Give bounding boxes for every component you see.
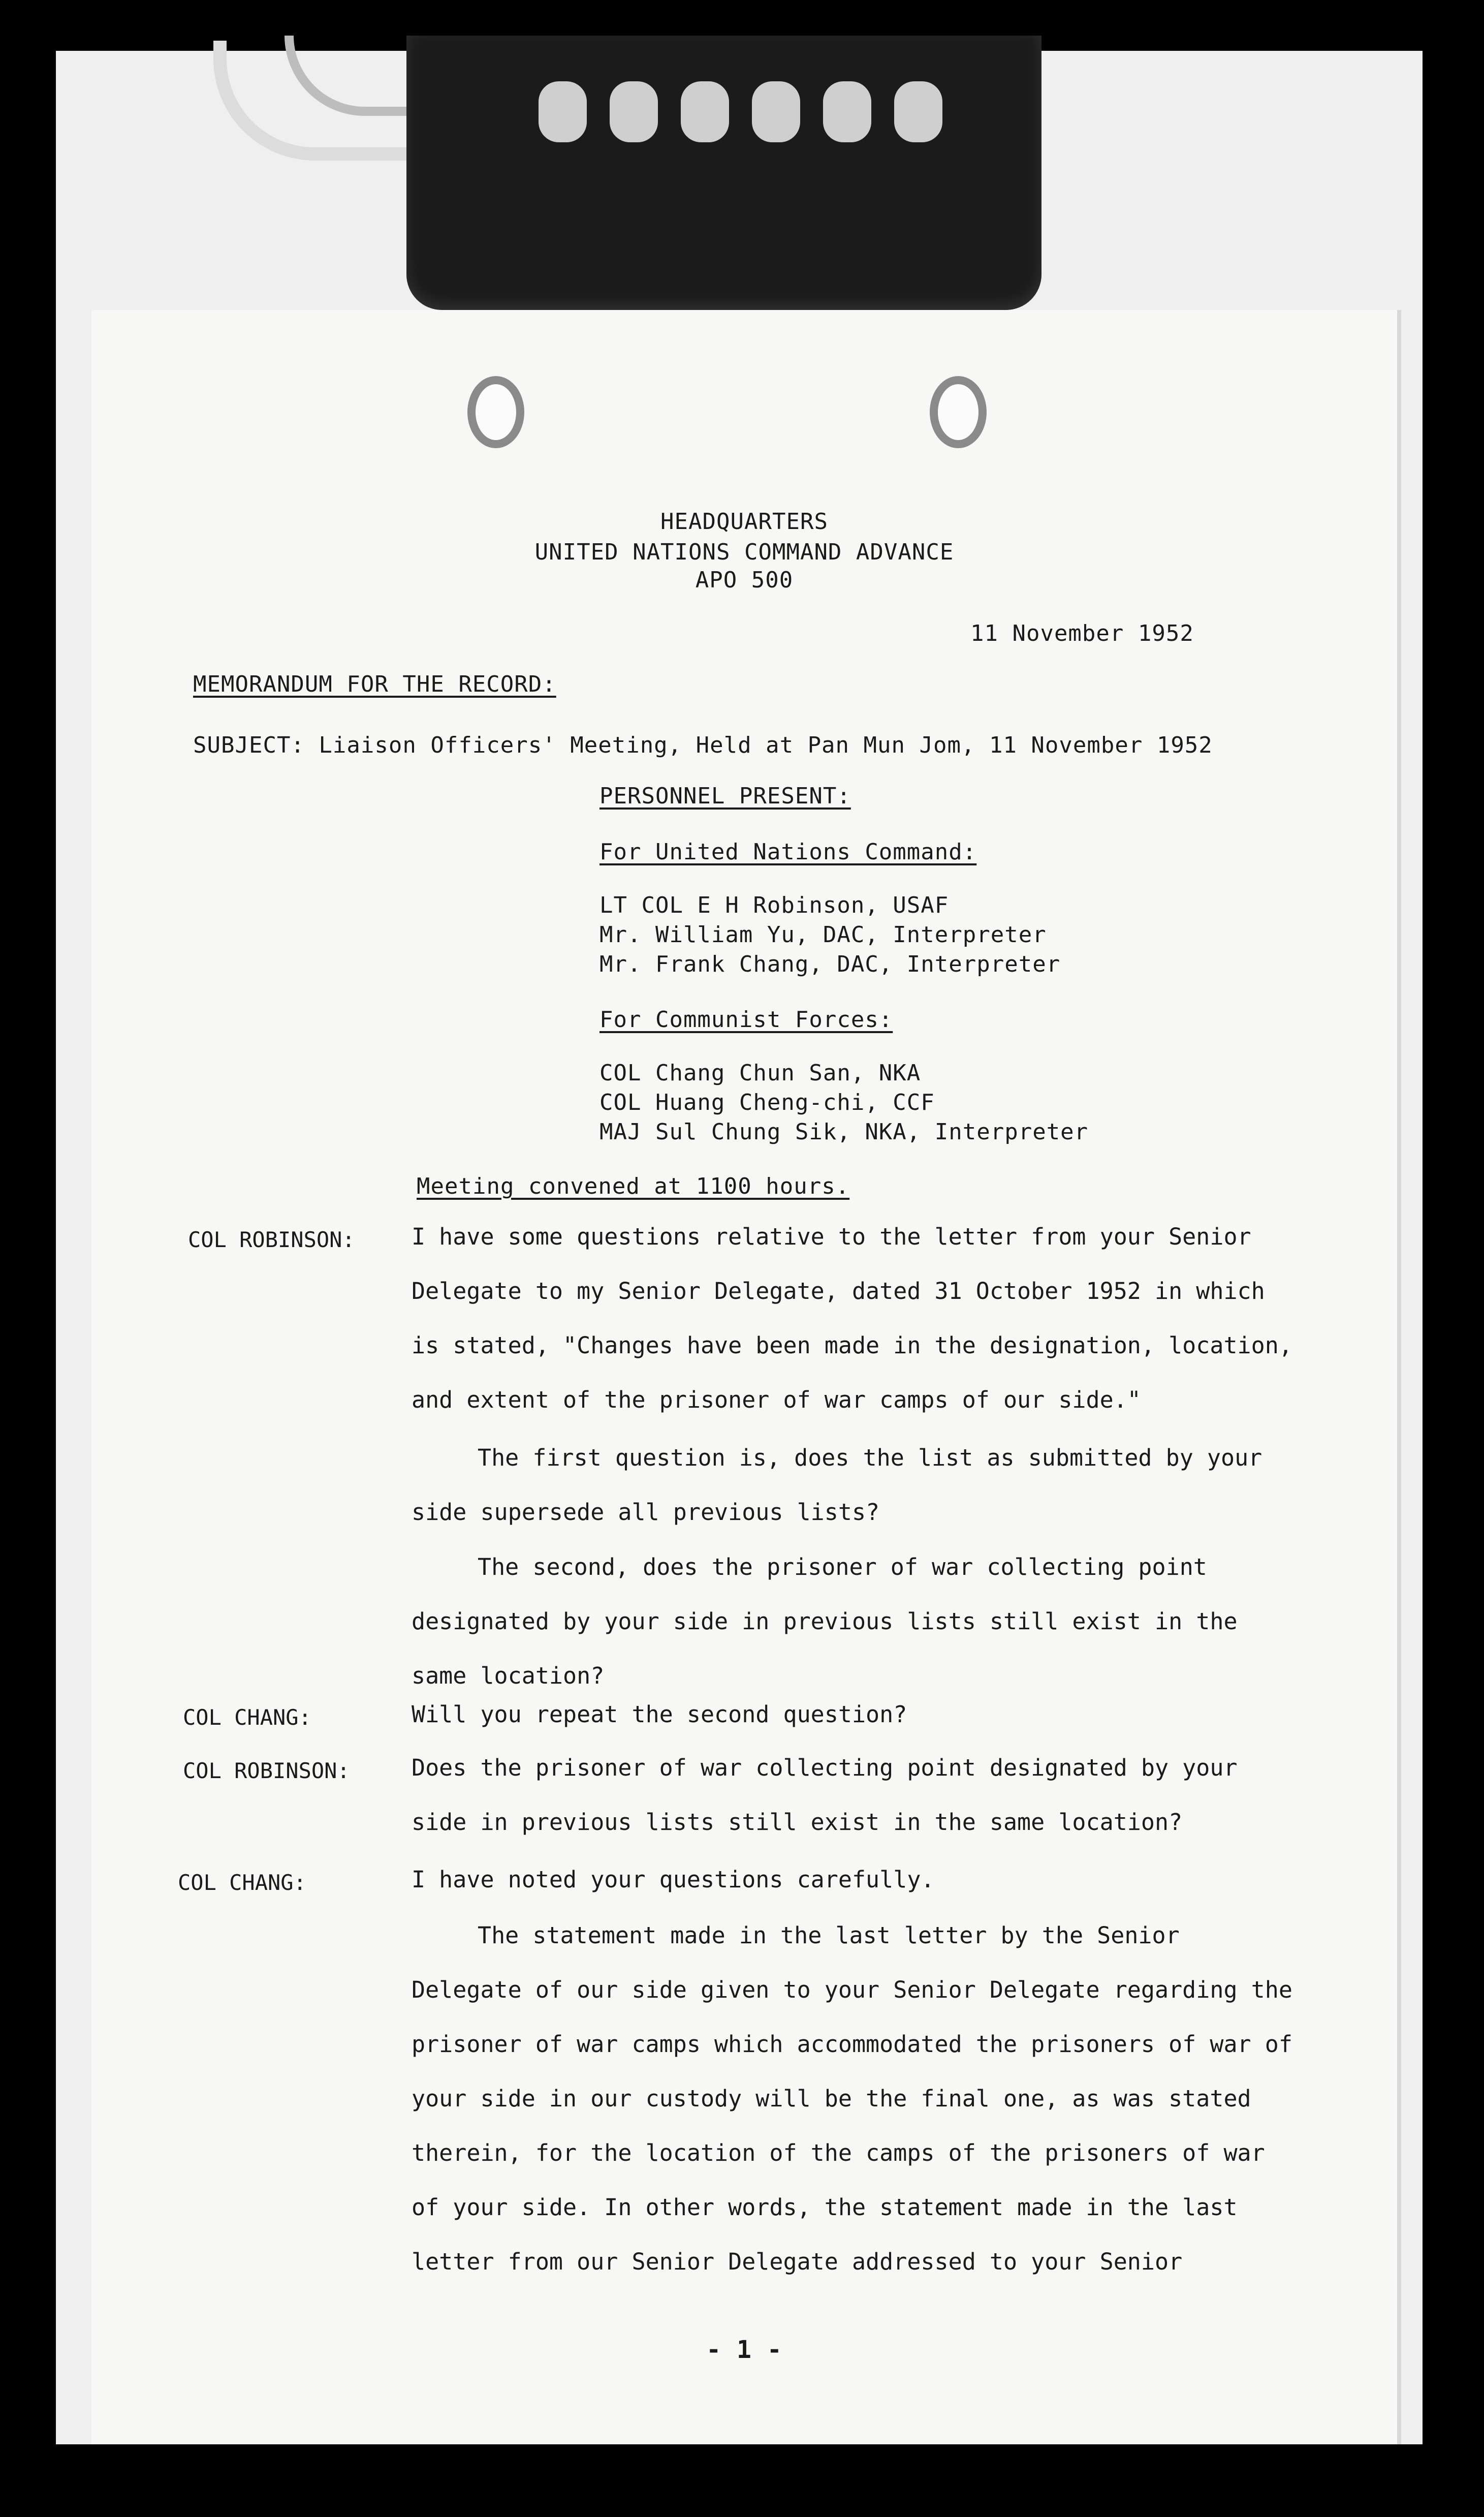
clip-knob bbox=[894, 81, 942, 142]
document-sheet bbox=[91, 310, 1397, 2444]
speaker-label: COL CHANG: bbox=[178, 1870, 306, 1895]
memo-date: 11 November 1952 bbox=[970, 620, 1194, 646]
dialogue-paragraph: Does the prisoner of war collecting point designated by your side in previous lists still exist in the same location? bbox=[412, 1754, 1238, 1836]
binder-clip bbox=[406, 36, 1041, 310]
communist-personnel-2: COL Huang Cheng-chi, CCF bbox=[599, 1090, 935, 1115]
un-personnel-3: Mr. Frank Chang, DAC, Interpreter bbox=[599, 951, 1061, 977]
clip-knob bbox=[539, 81, 587, 142]
speaker-label: COL ROBINSON: bbox=[188, 1227, 355, 1252]
punch-hole bbox=[467, 376, 524, 448]
memo-heading: MEMORANDUM FOR THE RECORD: bbox=[193, 671, 556, 697]
speaker-label: COL CHANG: bbox=[183, 1705, 311, 1730]
un-heading: For United Nations Command: bbox=[599, 839, 977, 865]
dialogue-paragraph: The second, does the prisoner of war collecting point designated by your side in previous lists still exist in the same location? bbox=[412, 1553, 1238, 1689]
communist-personnel-1: COL Chang Chun San, NKA bbox=[599, 1060, 921, 1086]
communist-heading: For Communist Forces: bbox=[599, 1007, 893, 1033]
memo-subject: SUBJECT: Liaison Officers' Meeting, Held at Pan Mun Jom, 11 November 1952 bbox=[193, 732, 1213, 758]
header-line-1: HEADQUARTERS bbox=[660, 509, 828, 535]
meeting-convened: Meeting convened at 1100 hours. bbox=[417, 1173, 850, 1199]
dialogue-paragraph: I have noted your questions carefully. bbox=[412, 1866, 935, 1893]
dialogue-paragraph: The statement made in the last letter by the Senior Delegate of our side given to your Senior Delegate regarding the prisoner of war camps which accommodated the prisoners of war of your side in our custody will be the final one, as was stated therein, for the location of the camps of the prisoners of war of your side. In other words, the statement made in the last letter from our Senior Delegate addressed to your Senior bbox=[412, 1922, 1292, 2275]
un-personnel-2: Mr. William Yu, DAC, Interpreter bbox=[599, 922, 1047, 948]
personnel-heading: PERSONNEL PRESENT: bbox=[599, 783, 851, 809]
punch-hole bbox=[930, 376, 987, 448]
header-line-2: UNITED NATIONS COMMAND ADVANCE bbox=[534, 539, 954, 565]
communist-personnel-3: MAJ Sul Chung Sik, NKA, Interpreter bbox=[599, 1119, 1089, 1145]
dialogue-paragraph: The first question is, does the list as submitted by your side supersede all previous lists? bbox=[412, 1444, 1262, 1526]
un-personnel-1: LT COL E H Robinson, USAF bbox=[599, 892, 949, 918]
clip-knob bbox=[752, 81, 800, 142]
page-number: - 1 - bbox=[706, 2336, 782, 2364]
dialogue-paragraph: Will you repeat the second question? bbox=[412, 1701, 907, 1728]
dialogue-paragraph: I have some questions relative to the letter from your Senior Delegate to my Senior Delegate, dated 31 October 1952 in which is stated, "Changes have been made in the designation, location, and extent of the prisoner of war camps of our side." bbox=[412, 1223, 1292, 1413]
clip-knob bbox=[681, 81, 729, 142]
speaker-label: COL ROBINSON: bbox=[183, 1758, 350, 1783]
header-line-3: APO 500 bbox=[695, 567, 794, 593]
clip-knob bbox=[610, 81, 658, 142]
clip-knob bbox=[823, 81, 871, 142]
